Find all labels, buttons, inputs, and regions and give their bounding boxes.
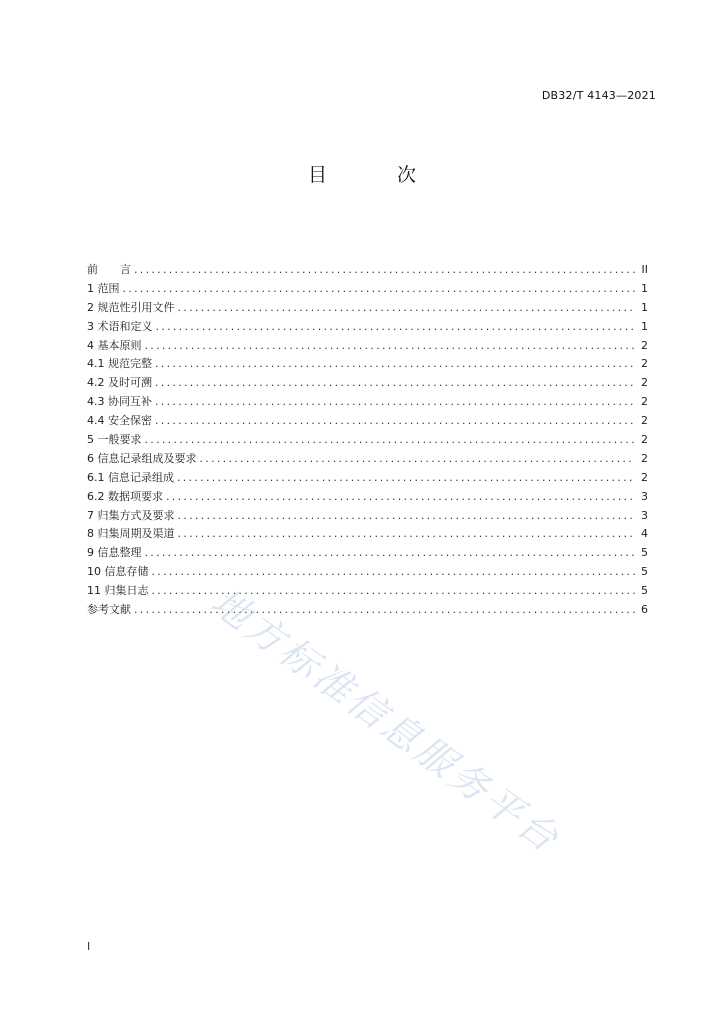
toc-entry-scope[interactable]: [87, 280, 648, 299]
toc-entry-label: 6.1 信息记录组成: [87, 470, 174, 484]
toc-entry-6-2[interactable]: [87, 488, 648, 507]
toc-leader-dots: [178, 299, 636, 318]
toc-entry-4-4[interactable]: [87, 412, 648, 431]
toc-entry-basic-principles[interactable]: [87, 337, 648, 356]
toc-entry-label: 4.3 协同互补: [87, 395, 152, 409]
toc-entry-info-organization[interactable]: [87, 544, 648, 563]
toc-leader-dots: [177, 469, 635, 488]
toc-entry-label: 6.2 数据项要求: [87, 489, 163, 503]
toc-leader-dots: [155, 374, 635, 393]
toc-entry-page: 1: [641, 281, 648, 295]
toc-entry-label: 11 归集日志: [87, 584, 149, 598]
toc-entry-page: 5: [641, 584, 648, 598]
toc-leader-dots: [152, 582, 636, 601]
toc-entry-label: 8 归集周期及渠道: [87, 527, 175, 541]
toc-entry-label: 2 规范性引用文件: [87, 300, 175, 314]
toc-leader-dots: [178, 525, 636, 544]
toc-entry-collection-log[interactable]: [87, 582, 648, 601]
toc-entry-collection-methods[interactable]: [87, 507, 648, 526]
toc-entry-page: 2: [641, 338, 648, 352]
toc-entry-label: 1 范围: [87, 281, 120, 295]
toc-entry-4-1[interactable]: [87, 355, 648, 374]
toc-leader-dots: [134, 601, 635, 620]
toc-entry-collection-cycle[interactable]: [87, 525, 648, 544]
toc-entry-label: 3 术语和定义: [87, 319, 153, 333]
page-number: I: [87, 940, 91, 953]
toc-entry-label: 前 言: [87, 263, 131, 276]
toc-entry-page: 2: [641, 376, 648, 390]
toc-entry-label: 5 一般要求: [87, 433, 142, 447]
toc-entry-normative-references[interactable]: [87, 299, 648, 318]
toc-entry-label: 4.2 及时可溯: [87, 376, 152, 390]
toc-entry-references[interactable]: [87, 601, 648, 620]
toc-entry-page: 3: [641, 508, 648, 522]
toc-entry-page: 2: [641, 414, 648, 428]
toc-entry-page: 4: [641, 527, 648, 541]
toc-leader-dots: [145, 544, 636, 563]
toc-leader-dots: [123, 280, 636, 299]
toc-entry-page: 1: [641, 300, 648, 314]
toc-entry-page: 2: [641, 451, 648, 465]
page-title: 目 次: [307, 164, 449, 186]
toc-entry-page: 5: [641, 546, 648, 560]
toc-leader-dots: [134, 261, 635, 280]
toc-entry-label: 7 归集方式及要求: [87, 508, 175, 522]
toc-leader-dots: [155, 393, 635, 412]
toc-leader-dots: [178, 507, 636, 526]
toc-leader-dots: [155, 355, 635, 374]
toc-entry-page: 6: [641, 603, 648, 617]
toc-entry-label: 4.1 规范完整: [87, 357, 152, 371]
toc-entry-page: II: [641, 263, 648, 276]
toc-entry-label: 4.4 安全保密: [87, 414, 152, 428]
toc-entry-4-3[interactable]: [87, 393, 648, 412]
toc-entry-page: 2: [641, 470, 648, 484]
toc-entry-page: 2: [641, 357, 648, 371]
toc-entry-record-composition[interactable]: [87, 450, 648, 469]
toc-entry-general-requirements[interactable]: [87, 431, 648, 450]
toc-leader-dots: [145, 337, 636, 356]
toc-leader-dots: [152, 563, 636, 582]
toc-entry-info-storage[interactable]: [87, 563, 648, 582]
toc-entry-page: 1: [641, 319, 648, 333]
toc-entry-page: 5: [641, 565, 648, 579]
watermark: 地方标准信息服务平台: [203, 579, 569, 863]
toc-entry-4-2[interactable]: [87, 374, 648, 393]
toc-entry-label: 9 信息整理: [87, 546, 142, 560]
toc-entry-label: 参考文献: [87, 603, 131, 617]
toc-entry-label: 10 信息存储: [87, 565, 149, 579]
toc-leader-dots: [156, 318, 636, 337]
toc-entry-page: 2: [641, 433, 648, 447]
document-code: DB32/T 4143—2021: [541, 89, 656, 102]
toc-entry-label: 4 基本原则: [87, 338, 142, 352]
toc-leader-dots: [200, 450, 636, 469]
table-of-contents: [87, 261, 648, 620]
toc-leader-dots: [166, 488, 635, 507]
toc-entry-page: 2: [641, 395, 648, 409]
toc-entry-6-1[interactable]: [87, 469, 648, 488]
toc-leader-dots: [155, 412, 635, 431]
toc-entry-terms-definitions[interactable]: [87, 318, 648, 337]
toc-entry-label: 6 信息记录组成及要求: [87, 451, 197, 465]
toc-leader-dots: [145, 431, 636, 450]
toc-entry-foreword[interactable]: [87, 261, 648, 280]
toc-entry-page: 3: [641, 489, 648, 503]
